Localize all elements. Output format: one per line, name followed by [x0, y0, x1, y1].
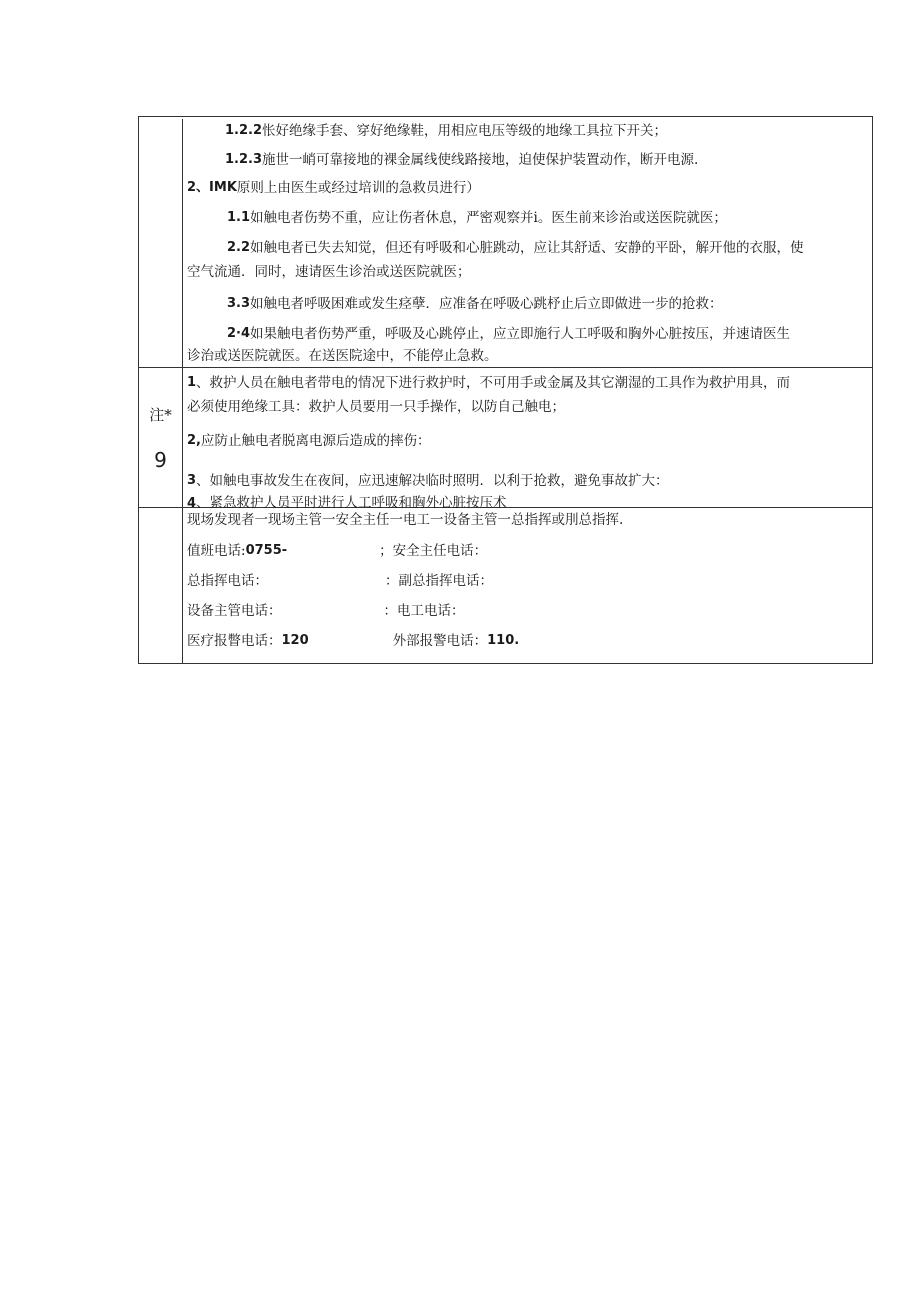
- report-chain: 现场发现者一现场主管一安全主任一电工一设备主管一总指挥或刖总指挥.: [187, 512, 624, 528]
- step-2-heading: 2、IMK 原则上由医生或经过培训的急救员进行）: [187, 180, 480, 196]
- notes-row: [139, 367, 872, 511]
- step-2-4: 2·4 如果触电者伤势严重，呼吸及心跳停止，应立即施行人工呼吸和胸外心脏按压，并速请医生: [227, 326, 791, 342]
- note-1-cont: 必须使用绝缘工具：救护人员要用一只手操作，以防自己触电；: [187, 399, 565, 415]
- notes-label: 注*: [149, 406, 172, 424]
- step-1-1: 1.1 如触电者伤势不重，应让伤者休息，严密观察并i。医生前来诊治或送医院就医；: [227, 210, 727, 226]
- emergency-phone-line: 医疗报瞥电话： 120 外部报警电话： 110.: [187, 633, 520, 649]
- chief-phone-line: 总指挥电话： ： 副总指挥电话：: [187, 573, 493, 589]
- step-2-2: 2.2 如触电者已失去知觉，但还有呼吸和心脏跳动，应让其舒适、安静的平卧，解开他的衣服，使: [227, 240, 804, 256]
- note-4-clipped: 4、紧急救护人员平时进行人工呼吸和胸外心脏按压术: [187, 495, 507, 511]
- step-1-2-3: 1.2.3 施世一峭可靠接地的裸金属线使线路接地，迫使保护装置动作，断开电源.: [225, 152, 699, 168]
- step-2-4-cont: 诊治或送医院就医。在送医院途中，不能停止急救。: [187, 348, 498, 364]
- note-2: 2, 应防止触电者脱离电源后造成的摔伤：: [187, 433, 431, 449]
- notes-number: 9: [154, 448, 167, 472]
- duty-phone-line: 值班电话: 0755- ； 安全主任电话：: [187, 543, 488, 559]
- notes-content-cell: [183, 368, 872, 511]
- step-1-2-2: 1.2.2 怅好绝缘手套、穿好绝缘鞋，用相应电压等级的地缘工具拉下开关；: [225, 123, 668, 139]
- notes-label-cell: [139, 368, 183, 507]
- note-1: 1 、救护人员在触电者带电的情况下进行救护时，不可用手或金属及其它潮湿的工具作为救护用具，而: [187, 375, 791, 391]
- emergency-procedure-table: [138, 116, 873, 664]
- note-3: 3 、如触电事故发生在夜间，应迅速解决临时照明．以利于抢救，避免事故扩大：: [187, 473, 669, 489]
- first-aid-steps-row: [139, 117, 872, 367]
- step-3-3: 3.3 如触电者呼吸困难或发生痉孽．应准备在呼吸心跳杼止后立即做进一步的抢救：: [227, 296, 723, 312]
- equipment-phone-line: 设备主管电话： ： 电工电话：: [187, 603, 465, 619]
- contacts-content-cell: [183, 508, 872, 663]
- step-2-2-cont: 空气流通．同时，速请医生诊治或送医院就医；: [187, 264, 471, 280]
- contacts-label-cell: [139, 508, 183, 663]
- row1-content-cell: [183, 119, 872, 367]
- contacts-row: [139, 507, 872, 663]
- row1-label-cell: [139, 119, 183, 367]
